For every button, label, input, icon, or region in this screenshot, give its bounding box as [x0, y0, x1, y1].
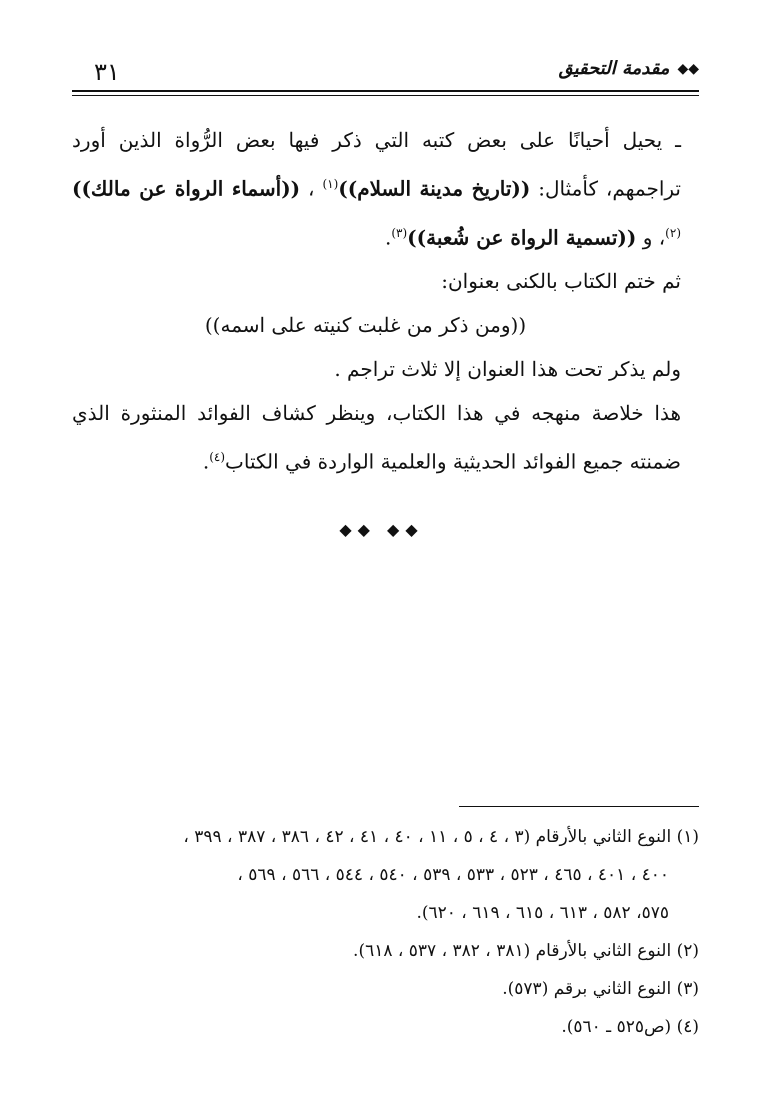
separator: ، [300, 176, 323, 201]
footnote-1-cont: ٤٠٠ ، ٤٠١ ، ٤٦٥ ، ٥٢٣ ، ٥٣٣ ، ٥٣٩ ، ٥٤٠ ، ٥٤٤ ، ٥٦٦ ، ٥٦٩ ، [237, 865, 669, 885]
paragraph-kuna: ثم ختم الكتاب بالكنى بعنوان: [441, 269, 681, 294]
paragraph-text: هذا خلاصة منهجه في هذا الكتاب، وينظر كشاف الفوائد المنثورة الذي ضمنته جميع الفوائد الحديثية والعلمية الواردة في الكتاب [72, 401, 681, 474]
punctuation: . [202, 449, 210, 474]
book-title: ((تاريخ مدينة السلام)) [338, 176, 531, 201]
book-title: ((تسمية الرواة عن شُعبة)) [407, 225, 637, 250]
page-header [72, 48, 699, 88]
footnote-ref: (٢) [665, 225, 681, 240]
footnote-rule [459, 806, 699, 807]
header-rule-thin [72, 95, 699, 96]
footnote-3: (٣) النوع الثاني برقم (٥٧٣). [502, 979, 699, 999]
running-title [559, 58, 699, 79]
book-title: ((أسماء الرواة عن مالك)) [72, 176, 301, 201]
paragraph-books [72, 118, 699, 259]
footnote-1: (١) النوع الثاني بالأرقام (٣ ، ٤ ، ٥ ، ١١ ، ٤٠ ، ٤١ ، ٤٢ ، ٣٨٦ ، ٣٨٧ ، ٣٩٩ ، [183, 827, 699, 847]
header-rule [72, 90, 699, 92]
footnote-ref: (١) [322, 177, 339, 191]
footnotes [72, 818, 699, 1046]
paragraph-text: ـ يحيل أحيانًا على بعض كتبه التي ذكر فيها بعض الرُّواة الذين أورد تراجمهم، كأمثال: [72, 128, 681, 201]
footnote-4: (٤) (ص٥٢٥ ـ ٥٦٠). [561, 1017, 699, 1037]
footnote-ref: (٣) [391, 225, 408, 240]
section-end-ornament-icon: ◆◆ ◆◆ [339, 520, 424, 539]
footnote-1-cont: ٥٧٥، ٥٨٢ ، ٦١٣ ، ٦١٥ ، ٦١٩ ، ٦٢٠). [416, 903, 669, 923]
punctuation: . [384, 225, 392, 250]
paragraph-count: ولم يذكر تحت هذا العنوان إلا ثلاث تراجم . [334, 357, 681, 382]
page-number: ٣١ [94, 58, 120, 86]
footnote-ref: (٤) [209, 450, 226, 465]
paragraph-summary [72, 391, 699, 484]
separator: ، و [636, 225, 666, 250]
running-title-text: مقدمة التحقيق [558, 58, 670, 79]
diamond-ornament-icon: ◆◆ [677, 60, 699, 77]
footnote-2: (٢) النوع الثاني بالأرقام (٣٨١ ، ٣٨٢ ، ٥٣٧ ، ٦١٨). [353, 941, 699, 961]
main-text [72, 118, 699, 484]
section-quote: ((ومن ذكر من غلبت كنيته على اسمه)) [204, 313, 527, 338]
